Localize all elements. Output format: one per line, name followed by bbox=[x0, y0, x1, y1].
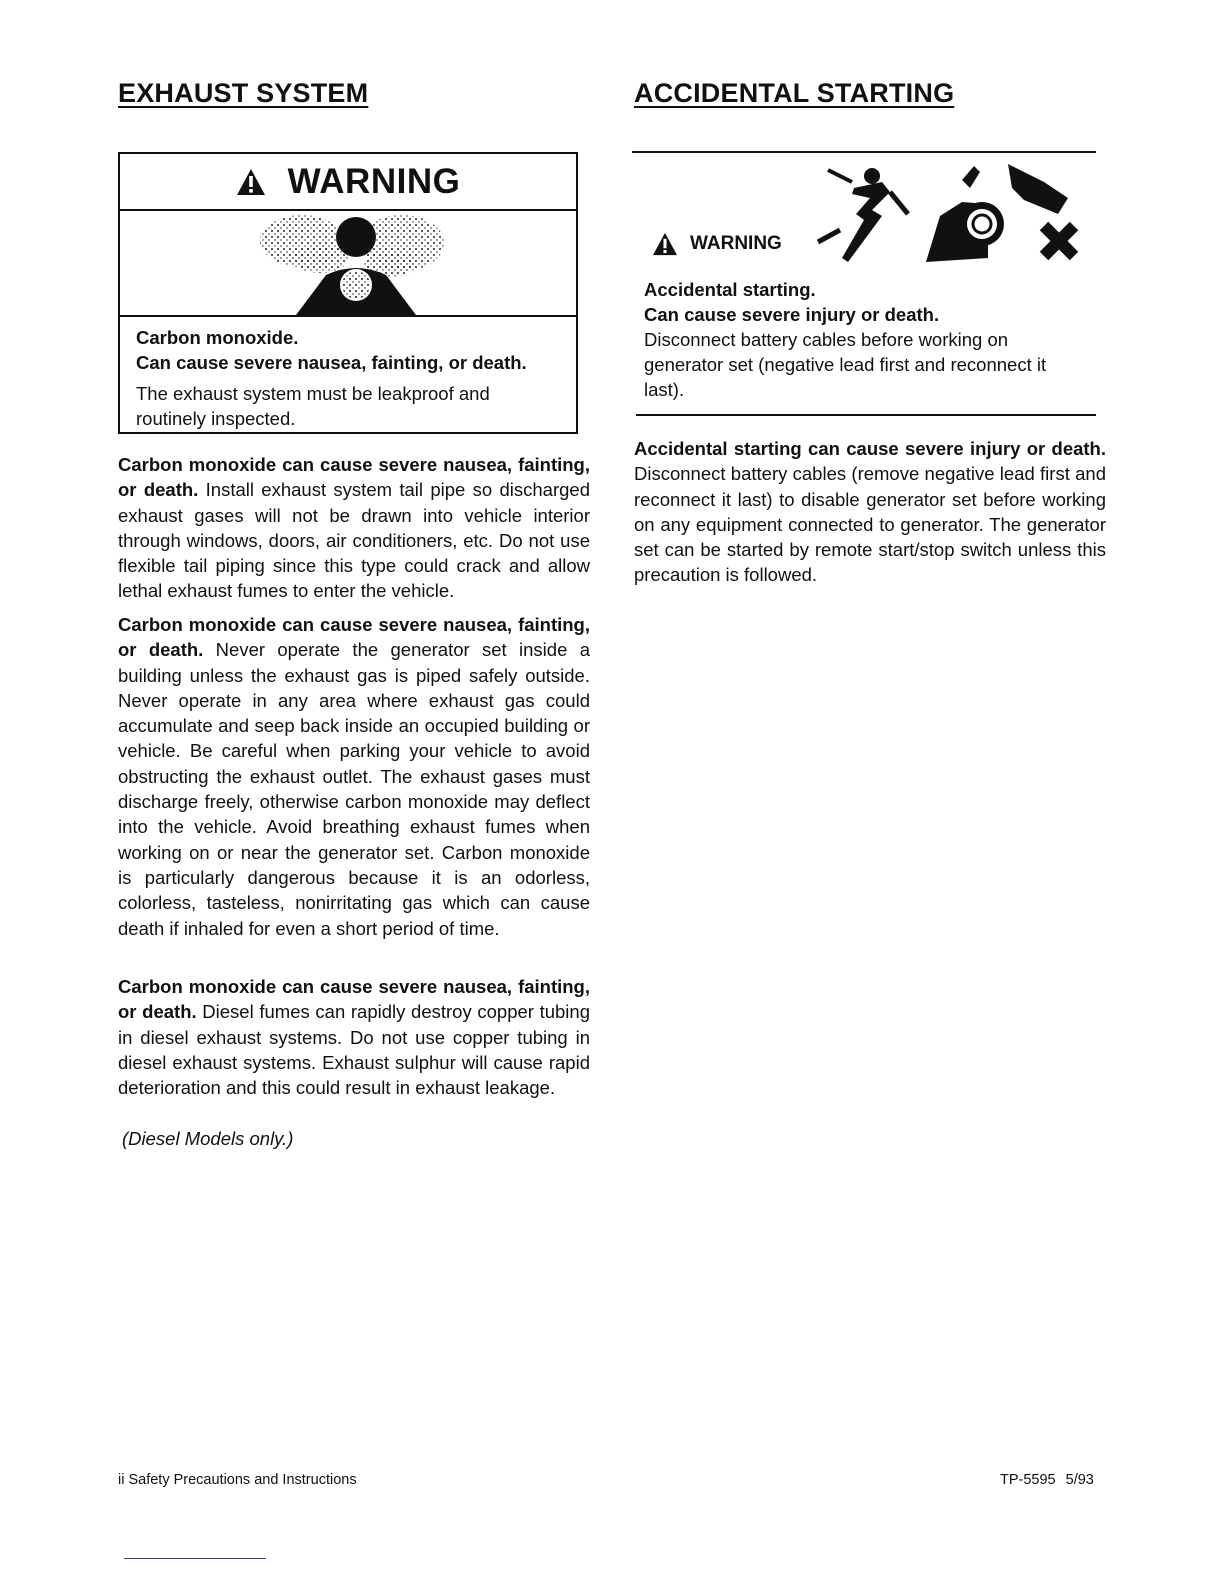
exhaust-paragraph-2 bbox=[118, 612, 590, 941]
paragraph-body: Disconnect battery cables (remove negative lead first and reconnect it last) to disable generator set before working on any equipment connected to generator. The generator set can be started by remote start/stop switch unless this precaution is followed. bbox=[634, 463, 1106, 586]
carbon-monoxide-person-icon bbox=[120, 211, 580, 315]
accidental-starting-paragraph bbox=[634, 436, 1106, 588]
warning-consequence: Can cause severe injury or death. bbox=[644, 304, 940, 325]
footer-document-number: TP-5595 5/93 bbox=[1000, 1472, 1094, 1488]
accidental-starting-warning-message bbox=[644, 277, 1084, 402]
accidental-starting-pictogram bbox=[812, 158, 1094, 268]
paragraph-body: Install exhaust system tail pipe so discharged exhaust gases will not be drawn into vehicle interior through windows, doors, air conditioners, etc. Do not use flexible tail piping since this type could crack and allow lethal exhaust fumes to enter the vehicle. bbox=[118, 479, 590, 602]
diesel-models-note: (Diesel Models only.) bbox=[122, 1128, 294, 1149]
warning-label: WARNING bbox=[690, 233, 782, 254]
paragraph-bold-lead: Carbon monoxide can cause severe nausea, fainting, or death. bbox=[118, 614, 590, 661]
carbon-monoxide-pictogram bbox=[120, 211, 576, 317]
exhaust-system-heading: EXHAUST SYSTEM bbox=[118, 78, 369, 108]
paragraph-bold-lead: Carbon monoxide can cause severe nausea, fainting, or death. bbox=[118, 454, 590, 501]
exhaust-paragraph-1 bbox=[118, 452, 590, 604]
electric-shock-icon bbox=[818, 168, 908, 262]
warning-triangle-icon bbox=[652, 232, 678, 256]
bottom-rule bbox=[124, 1558, 266, 1559]
accidental-starting-warning-label bbox=[652, 232, 782, 256]
warning-consequence: Can cause severe nausea, fainting, or death. bbox=[136, 352, 527, 373]
warning-instruction: Disconnect battery cables before working on generator set (negative lead first and reconnect it last). bbox=[644, 329, 1047, 400]
exhaust-paragraph-3 bbox=[118, 974, 590, 1100]
warning-title-bar bbox=[120, 154, 576, 211]
warning-hazard: Carbon monoxide. bbox=[136, 327, 299, 348]
warning-top-rule bbox=[632, 151, 1096, 153]
paragraph-bold-lead: Accidental starting can cause severe injury or death. bbox=[634, 438, 1106, 459]
warning-triangle-icon bbox=[236, 168, 266, 196]
warning-instruction: The exhaust system must be leakproof and routinely inspected. bbox=[136, 383, 490, 429]
paragraph-body: Diesel fumes can rapidly destroy copper tubing in diesel exhaust systems. Do not use copper tubing in diesel exhaust systems. Exhaust sulphur will cause rapid deterioration and this could result in exhaust leakage. bbox=[118, 1001, 590, 1099]
carbon-monoxide-warning-box bbox=[118, 152, 578, 434]
accidental-starting-heading: ACCIDENTAL STARTING bbox=[634, 78, 955, 108]
warning-hazard: Accidental starting. bbox=[644, 279, 816, 300]
paragraph-bold-lead: Carbon monoxide can cause severe nausea, fainting, or death. bbox=[118, 976, 590, 1023]
warning-bottom-rule bbox=[636, 414, 1096, 416]
paragraph-body: Never operate the generator set inside a building unless the exhaust gas is piped safely outside. Never operate in any area where exhaust gas could accumulate and seep back inside an occupied building or vehicle. Be careful when parking your vehicle to avoid obstructing the exhaust outlet. The exhaust gases must discharge freely, otherwise carbon monoxide may deflect into the vehicle. Avoid breathing exhaust fumes when working on or near the generator set. Carbon monoxide is particularly dangerous because it is an odorless, colorless, tasteless, nonirritating gas which can cause death if inhaled for even a short period of time. bbox=[118, 639, 590, 939]
warning-message bbox=[120, 317, 576, 431]
warning-label: WARNING bbox=[287, 161, 461, 201]
moving-parts-hand-icon bbox=[926, 164, 1074, 262]
footer-page-title: ii Safety Precautions and Instructions bbox=[118, 1472, 357, 1488]
